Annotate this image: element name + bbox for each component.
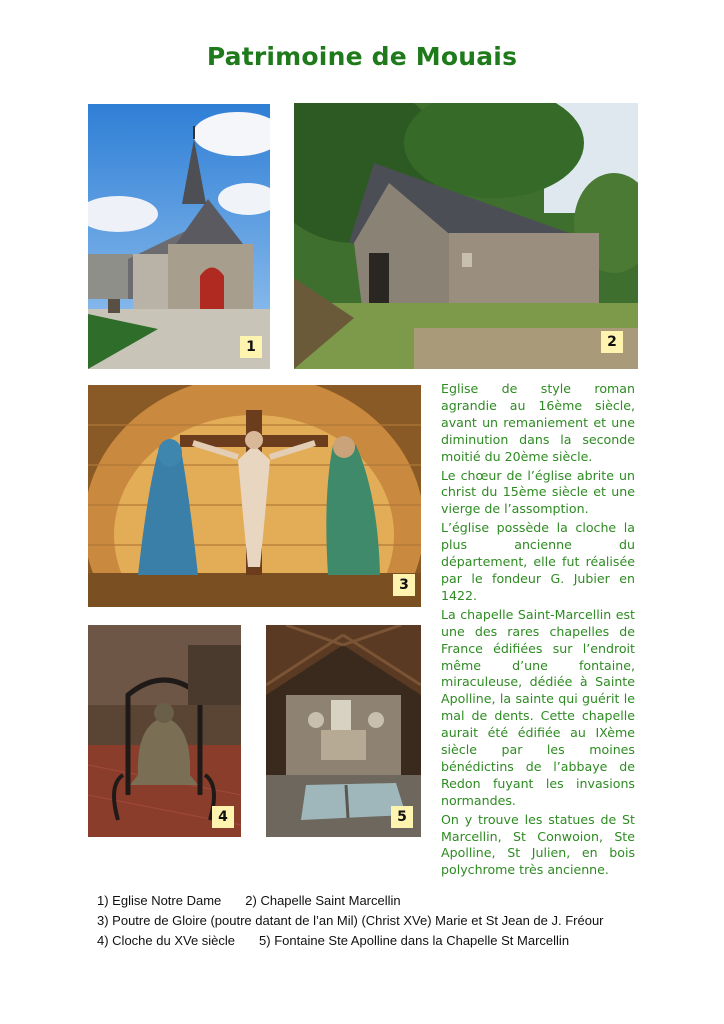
paragraph-bell: L’église possède la cloche la plus ancienne du département, elle fut réalisée par le fondeur G. Jubier en 1422.: [441, 520, 635, 603]
paragraph-statues: On y trouve les statues de St Marcellin, St Conwoion, Ste Apolline, St Julien, en bois polychrome très ancienne.: [441, 811, 635, 878]
description-text: [441, 381, 635, 881]
caption-1: 1) Eglise Notre Dame: [97, 893, 222, 908]
photo-number-2: 2: [601, 331, 623, 353]
photo-church: [88, 104, 270, 369]
photo-number-1: 1: [240, 336, 262, 358]
photo-chapel: [294, 103, 638, 369]
photo-number-5: 5: [391, 806, 413, 828]
caption-row-2: [97, 911, 697, 931]
photo-number-4: 4: [212, 806, 234, 828]
caption-2: 2) Chapelle Saint Marcellin: [245, 893, 401, 908]
caption-5: 5) Fontaine Ste Apolline dans la Chapelle St Marcellin: [259, 933, 570, 948]
photo-number-3: 3: [393, 574, 415, 596]
caption-4: 4) Cloche du XVe siècle: [97, 933, 236, 948]
caption-row-1: [97, 891, 697, 911]
paragraph-choir: Le chœur de l’église abrite un christ du 15ème siècle et une vierge de l’assomption.: [441, 467, 635, 517]
paragraph-church: Eglise de style roman agrandie au 16ème siècle, avant un remaniement et une diminution dans la seconde moitié du 20ème siècle.: [441, 381, 635, 464]
caption-3: 3) Poutre de Gloire (poutre datant de l’an Mil) (Christ XVe) Marie et St Jean de J. Fréour: [97, 913, 604, 928]
photo-beam-of-glory: [88, 385, 421, 607]
photo-captions: [97, 891, 697, 951]
paragraph-chapel: La chapelle Saint-Marcellin est une des rares chapelles de France édifiées sur l’endroit même d’une fontaine, miraculeuse, dédiée à Sainte Apolline, la sainte qui guérit le mal de dents. Cette chapelle aurait été édifiée au IXème siècle par les moines bénédictins de l’abbaye de Redon fuyant les invasions normandes.: [441, 606, 635, 808]
caption-row-3: [97, 931, 697, 951]
page-title: Patrimoine de Mouais: [206, 42, 518, 71]
